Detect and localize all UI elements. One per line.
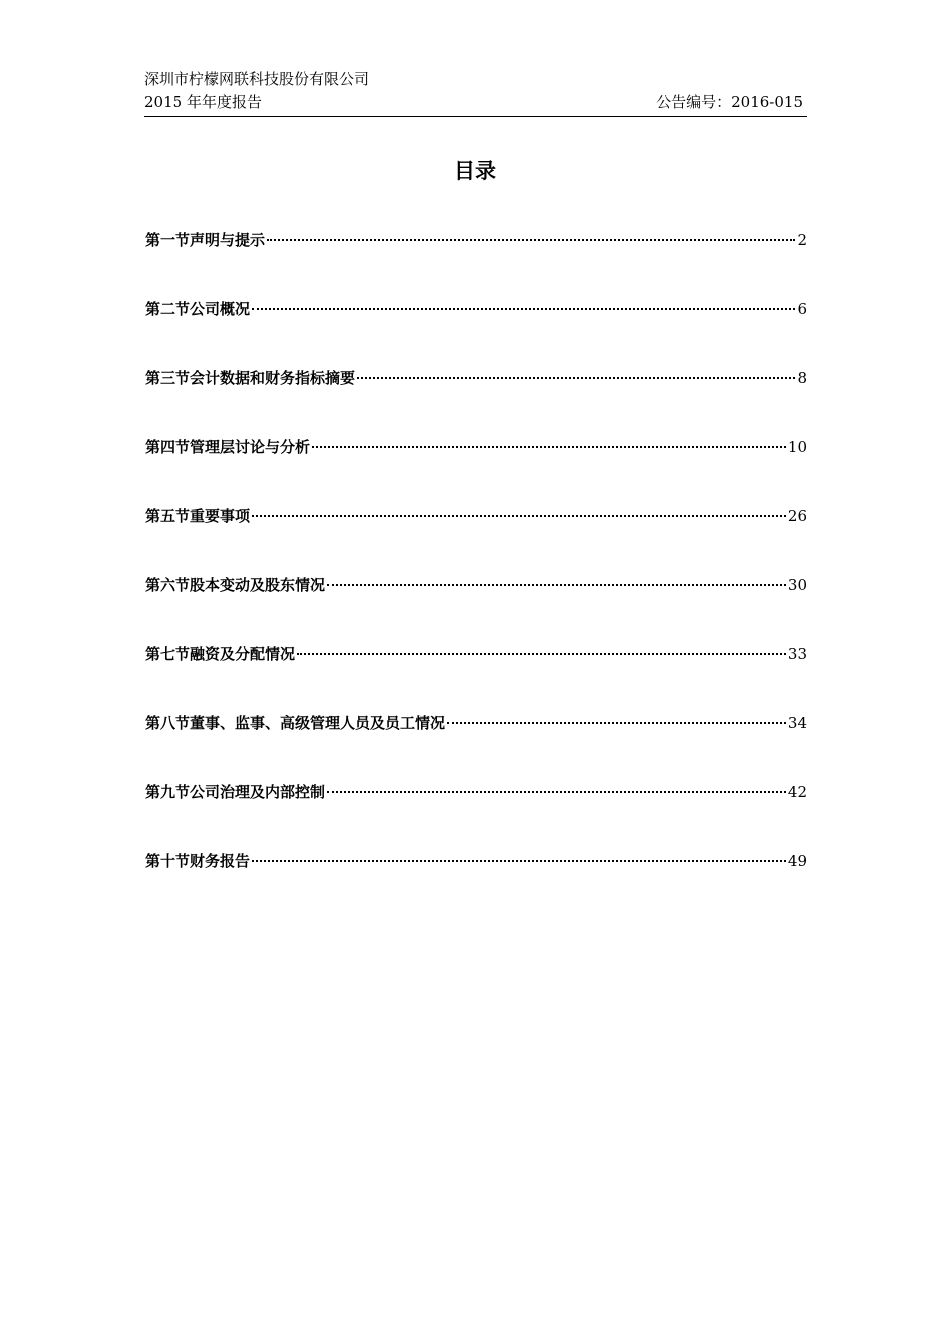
toc-entry-label: 第八节董事、监事、高级管理人员及员工情况 [145,714,446,732]
toc-dot-leader [327,584,786,586]
toc-entry-label: 第十节财务报告 [145,852,251,870]
toc-entry[interactable] [145,712,807,781]
toc-list [145,229,807,919]
toc-entry-label: 第五节重要事项 [145,507,251,525]
toc-entry-page: 42 [787,783,807,801]
toc-entry-label: 第三节会计数据和财务指标摘要 [145,369,356,387]
toc-entry-page: 34 [787,714,807,732]
page-header [144,66,807,117]
toc-entry[interactable] [145,574,807,643]
toc-entry-label: 第四节管理层讨论与分析 [145,438,311,456]
toc-entry-page: 33 [787,645,807,663]
toc-dot-leader [252,308,795,310]
company-name: 深圳市柠檬网联科技股份有限公司 [144,70,370,88]
toc-entry[interactable] [145,850,807,919]
toc-dot-leader [297,653,786,655]
toc-dot-leader [327,791,786,793]
toc-entry[interactable] [145,229,807,298]
toc-entry-page: 8 [797,369,807,387]
toc-entry[interactable] [145,781,807,850]
toc-dot-leader [267,239,795,241]
toc-entry-page: 6 [797,300,807,318]
toc-entry-page: 10 [787,438,807,456]
toc-dot-leader [252,515,786,517]
toc-entry-label: 第七节融资及分配情况 [145,645,296,663]
announcement-number: 公告编号：2016-015 [656,93,803,111]
report-name: 2015 年年度报告 [144,93,262,111]
toc-entry-page: 2 [797,231,807,249]
toc-entry[interactable] [145,298,807,367]
toc-entry-label: 第六节股本变动及股东情况 [145,576,326,594]
toc-dot-leader [312,446,786,448]
toc-entry[interactable] [145,643,807,712]
toc-title: 目录 [454,158,496,183]
toc-entry-label: 第九节公司治理及内部控制 [145,783,326,801]
toc-entry-label: 第二节公司概况 [145,300,251,318]
toc-entry-page: 26 [787,507,807,525]
toc-entry[interactable] [145,436,807,505]
toc-dot-leader [357,377,795,379]
toc-entry-label: 第一节声明与提示 [145,231,266,249]
toc-entry-page: 30 [787,576,807,594]
toc-entry[interactable] [145,367,807,436]
toc-entry-page: 49 [787,852,807,870]
toc-dot-leader [252,860,786,862]
toc-entry[interactable] [145,505,807,574]
toc-dot-leader [447,722,786,724]
